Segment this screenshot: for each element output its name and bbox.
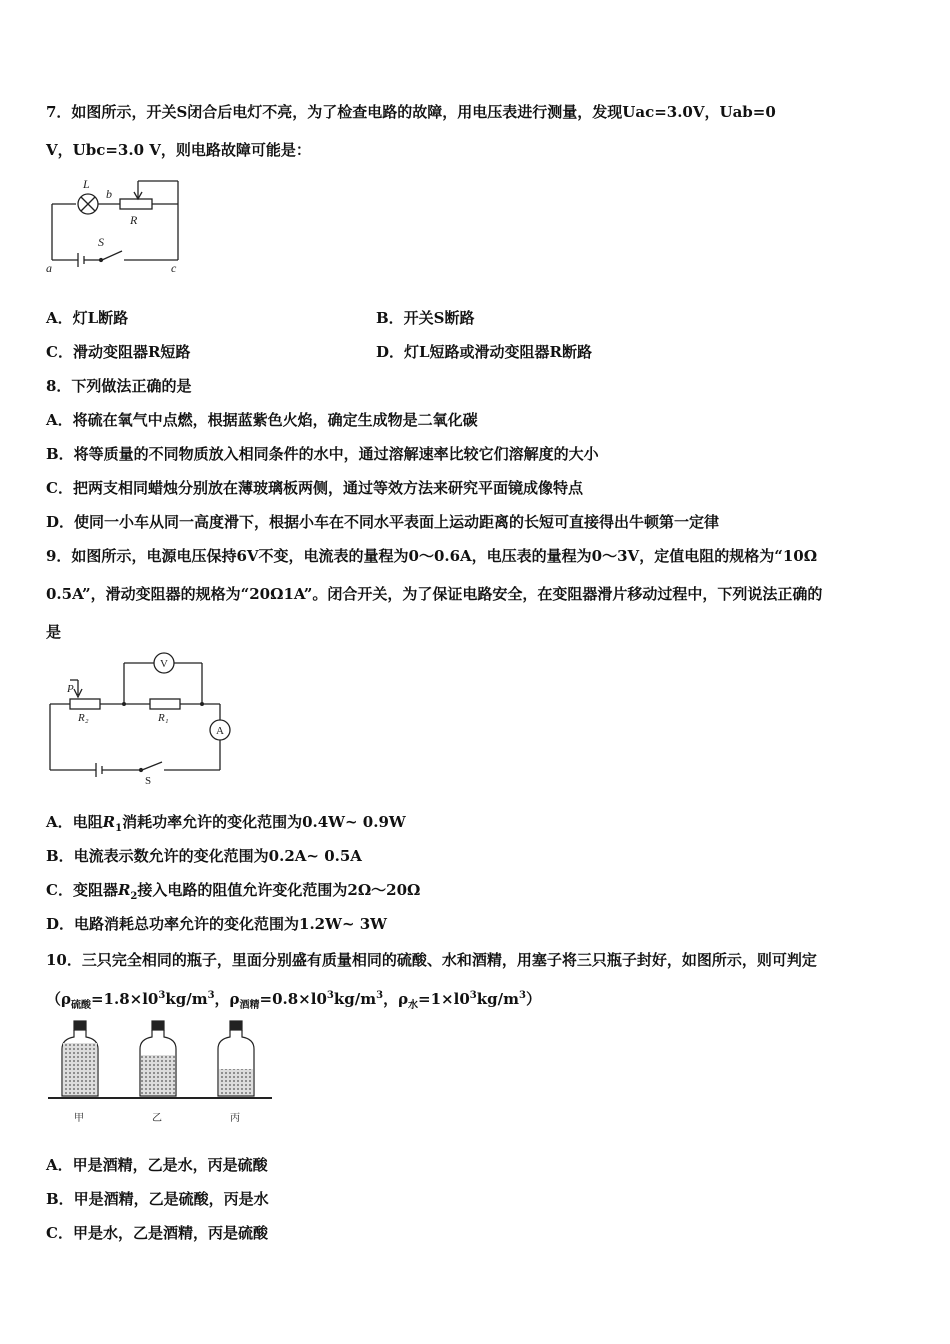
- switch-label: S: [145, 775, 152, 785]
- q10-stem-line1: 10．三只完全相同的瓶子，里面分别盛有质量相同的硫酸、水和酒精，用塞子将三只瓶子封好，如图所示，则可判定: [46, 951, 817, 969]
- lamp-label: L: [83, 177, 90, 191]
- q8-stem: 8．下列做法正确的是: [46, 377, 192, 395]
- slider-p-label: P: [67, 683, 74, 695]
- q8-option-b: B．将等质量的不同物质放入相同条件的水中，通过溶解速率比较它们溶解度的大小: [46, 445, 599, 463]
- q9-stem-line2: 0.5A”，滑动变阻器的规格为“20Ω1A”。闭合开关，为了保证电路安全，在变阻器滑片移动过程中，下列说法正确的: [46, 585, 823, 603]
- switch-label: S: [98, 235, 104, 249]
- q7-option-d: D．灯L短路或滑动变阻器R断路: [376, 343, 593, 361]
- rheostat-label: R: [130, 213, 138, 227]
- q9-option-a: A．电阻$R_1$消耗功率允许的变化范围为0.4W~ 0.9W: [46, 813, 406, 834]
- q10-option-a: A．甲是酒精，乙是水，丙是硫酸: [46, 1156, 268, 1174]
- bottle-label-yi: 乙: [152, 1113, 162, 1124]
- q9-option-d: D．电路消耗总功率允许的变化范围为1.2W~ 3W: [46, 915, 388, 933]
- voltmeter-icon: V: [160, 658, 168, 670]
- q8-option-d: D．使同一小车从同一高度滑下，根据小车在不同水平表面上运动距离的长短可直接得出牛顿第一定律: [46, 513, 720, 531]
- node-b-label: b: [106, 187, 112, 201]
- q10-option-c: C．甲是水，乙是酒精，丙是硫酸: [46, 1224, 268, 1242]
- q8-option-c: C．把两支相同蜡烛分别放在薄玻璃板两侧，通过等效方法来研究平面镜成像特点: [46, 479, 583, 497]
- q9-circuit-diagram: [44, 650, 234, 785]
- r1-label: R₁: [158, 712, 169, 724]
- q7-option-a: A．灯L断路: [46, 309, 129, 327]
- q9-stem-line1: 9．如图所示，电源电压保持6V不变，电流表的量程为0～0.6A，电压表的量程为0～3V，定值电阻的规格为“10Ω: [46, 547, 818, 565]
- q7-circuit-diagram: [44, 172, 194, 277]
- node-c-label: c: [171, 261, 177, 275]
- node-a-label: a: [46, 261, 52, 275]
- bottle-label-jia: 甲: [74, 1113, 84, 1124]
- q10-option-b: B．甲是酒精，乙是硫酸，丙是水: [46, 1190, 269, 1208]
- r2-label: R₂: [78, 712, 89, 724]
- q8-option-a: A．将硫在氧气中点燃，根据蓝紫色火焰，确定生成物是二氧化碳: [46, 411, 478, 429]
- q7-option-c: C．滑动变阻器R短路: [46, 343, 191, 361]
- q7-stem-line2: V，Ubc=3.0 V，则电路故障可能是：: [46, 141, 311, 159]
- ammeter-icon: A: [216, 725, 224, 737]
- bottle-label-bing: 丙: [230, 1113, 240, 1124]
- q9-option-c: C．变阻器$R_2$接入电路的阻值允许变化范围为2Ω～20Ω: [46, 881, 421, 902]
- q9-stem-line3: 是: [46, 623, 62, 641]
- q7-option-b: B．开关S断路: [376, 309, 475, 327]
- q10-bottles-figure: [44, 1015, 274, 1130]
- q7-stem-line1: 7．如图所示，开关S闭合后电灯不亮，为了检查电路的故障，用电压表进行测量，发现Uac=3.0V，Uab=0: [46, 103, 776, 121]
- q10-density-line: （$\rho_{硫酸}=1.8\times l0^3kg/m^3$，$\rho_{酒精}=0.8\times l0^3kg/m^3$，$\rho_水=1\times l0^3kg/m^3$）: [46, 990, 541, 1011]
- q9-option-b: B．电流表示数允许的变化范围为0.2A~ 0.5A: [46, 847, 362, 865]
